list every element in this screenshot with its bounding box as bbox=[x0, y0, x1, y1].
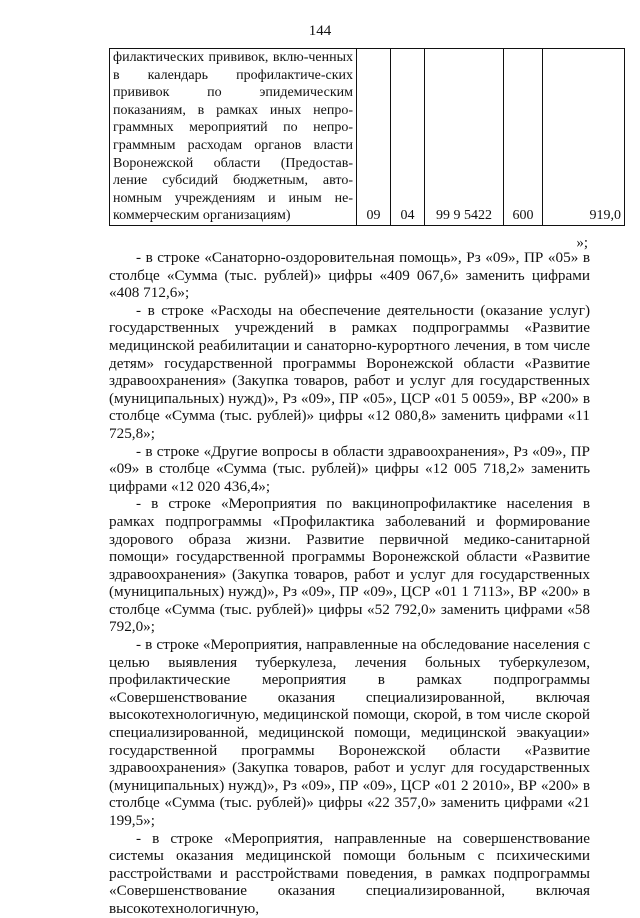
row-description: филактических прививок, вклю-ченных в календарь профилактиче-ских прививок по эпидемическим показаниям, в рамках иных непро-граммных мероприятий по непро-граммным расходам органов власти Воронежской области (Предостав-ление субсидий бюджетным, авто-номным учреждениям и иным не-коммерческим организациям) bbox=[110, 49, 357, 226]
pr-cell: 04 bbox=[391, 49, 425, 226]
table-row bbox=[110, 49, 625, 226]
document-body bbox=[109, 249, 590, 918]
csr-cell: 99 9 5422 bbox=[425, 49, 504, 226]
rz-cell: 09 bbox=[357, 49, 391, 226]
paragraph: - в строке «Мероприятия по вакцинопрофилактике населения в рамках подпрограммы «Профилактика заболеваний и формирование здорового образа жизни. Развитие первичной медико-санитарной помощи» государственной программы Воронежской области «Развитие здравоохранения» (Закупка товаров, работ и услуг для государственных (муниципальных) нужд)», Рз «09», ПР «09», ЦСР «01 1 7113», ВР «200» в столбце «Сумма (тыс. рублей)» цифры «52 792,0» заменить цифрами «58 792,0»; bbox=[109, 495, 590, 636]
paragraph: - в строке «Санаторно-оздоровительная помощь», Рз «09», ПР «05» в столбце «Сумма (тыс. рублей)» цифры «409 067,6» заменить цифрами «408 712,6»; bbox=[109, 249, 590, 302]
budget-table bbox=[109, 48, 625, 226]
paragraph: - в строке «Мероприятия, направленные на совершенствование системы оказания медицинской помощи больным с психическими расстройствами и расстройствами поведения, в рамках подпрограммы «Совершенствование оказания специализированной, включая высокотехнологичную, bbox=[109, 829, 590, 917]
vr-cell: 600 bbox=[504, 49, 543, 226]
sum-cell: 919,0 bbox=[543, 49, 625, 226]
closing-quote: »; bbox=[576, 235, 588, 251]
paragraph: - в строке «Расходы на обеспечение деятельности (оказание услуг) государственных учреждений в рамках подпрограммы «Развитие медицинской реабилитации и санаторно-курортного лечения, в том числе детям» государственной программы Воронежской области «Развитие здравоохранения» (Закупка товаров, работ и услуг для государственных (муниципальных) нужд)», Рз «09», ПР «05», ЦСР «01 5 0059», ВР «200» в столбце «Сумма (тыс. рублей)» цифры «12 080,8» заменить цифрами «11 725,8»; bbox=[109, 301, 590, 442]
paragraph: - в строке «Другие вопросы в области здравоохранения», Рз «09», ПР «09» в столбце «Сумма (тыс. рублей)» цифры «12 005 718,2» заменить цифрами «12 020 436,4»; bbox=[109, 442, 590, 495]
paragraph: - в строке «Мероприятия, направленные на обследование населения с целью выявления туберкулеза, лечения больных туберкулезом, профилактические мероприятия в рамках подпрограммы «Совершенствование оказания специализированной, включая высокотехнологичную, медицинской помощи, скорой, в том числе скорой специализированной, медицинской помощи, медицинской эвакуации» государственной программы Воронежской области «Развитие здравоохранения» (Закупка товаров, работ и услуг для государственных (муниципальных) нужд)», Рз «09», ПР «09», ЦСР «01 2 2010», ВР «200» в столбце «Сумма (тыс. рублей)» цифры «22 357,0» заменить цифрами «21 199,5»; bbox=[109, 636, 590, 829]
page-number: 144 bbox=[308, 23, 332, 39]
